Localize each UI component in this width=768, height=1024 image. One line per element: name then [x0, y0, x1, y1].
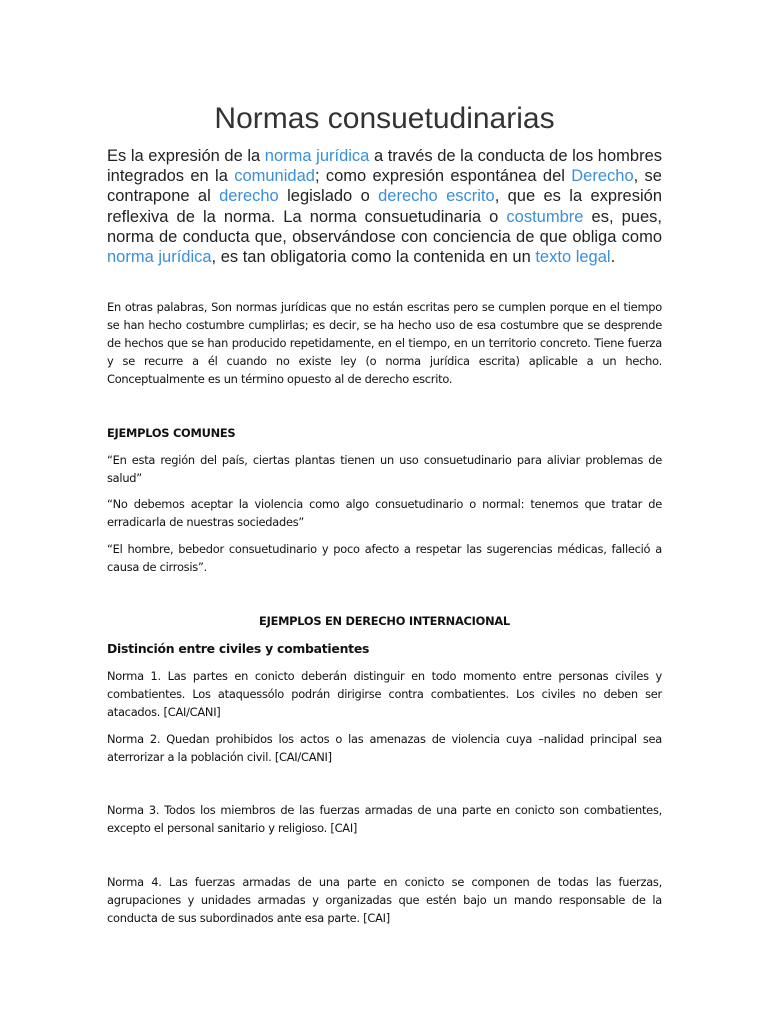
link-derecho[interactable]: derecho: [219, 187, 279, 206]
intro-text: .: [610, 248, 616, 267]
link-derecho-escrito[interactable]: derecho escrito: [378, 187, 495, 206]
intro-text: ; como expresión espontánea del: [314, 167, 572, 186]
intro-text: a través de la conducta de los hombres integrados en la: [107, 147, 662, 186]
intro-text: legislado o: [278, 187, 379, 206]
intro-text: Es la expresión de la: [107, 147, 265, 165]
intro-text: , se contrapone al: [107, 167, 662, 206]
norm-4: Norma 4. Las fuerzas armadas de una parte en conicto se componen de todas las fuerzas, agrupaciones y unidades armadas y organizadas que estén bajo un mando responsable de la conducta de sus subordinados ante esa parte. [CAI]: [107, 875, 662, 925]
norm-3: Norma 3. Todos los miembros de las fuerzas armadas de una parte en conicto son combatientes, excepto el personal sanitario y religioso. [CAI]: [107, 803, 662, 835]
intl-examples-heading: EJEMPLOS EN DERECHO INTERNACIONAL: [259, 614, 510, 628]
section-subheading: Distinción entre civiles y combatientes: [107, 641, 370, 656]
intro-text: , es tan obligatoria como la contenida en un: [211, 248, 536, 267]
common-examples-heading: EJEMPLOS COMUNES: [107, 426, 236, 440]
definition-paragraph: En otras palabras, Son normas jurídicas que no están escritas pero se cumplen porque en el tiempo se han hecho costumbre cumplirlas; es decir, se ha hecho uso de esa costumbre que se desprende de hechos que se han producido repetidamente, en el tiempo, en un territorio concreto. Tiene fuerza y se recurre a él cuando no existe ley (o norma jurídica escrita) aplicable a un hecho. Conceptualmente es un término opuesto al de derecho escrito.: [107, 300, 662, 386]
norm-2: Norma 2. Quedan prohibidos los actos o las amenazas de violencia cuya –nalidad principal sea aterrorizar a la población civil. [CAI/CANI]: [107, 732, 662, 764]
common-example-3: “El hombre, bebedor consuetudinario y poco afecto a respetar las sugerencias médicas, falleció a causa de cirrosis”.: [107, 542, 662, 574]
page-title: Normas consuetudinarias: [214, 102, 555, 135]
link-norma-juridica[interactable]: norma jurídica: [264, 147, 370, 165]
link-norma-juridica-2[interactable]: norma jurídica: [107, 248, 212, 267]
intro-text: es, pues, norma de conducta que, observándose con conciencia de que obliga como: [107, 207, 662, 246]
intro-text: , que es la expresión reflexiva de la norma. La norma consuetudinaria o: [107, 187, 663, 226]
common-example-1: “En esta región del país, ciertas plantas tienen un uso consuetudinario para aliviar problemas de salud”: [107, 453, 662, 485]
intro-paragraph: [107, 146, 662, 267]
link-texto-legal[interactable]: texto legal: [535, 248, 611, 267]
link-costumbre[interactable]: costumbre: [506, 207, 584, 226]
common-example-2: “No debemos aceptar la violencia como algo consuetudinario o normal: tenemos que tratar de erradicarla de nuestras sociedades”: [107, 497, 662, 529]
norm-1: Norma 1. Las partes en conicto deberán distinguir en todo momento entre personas civiles y combatientes. Los ataquessólo podrán dirigirse contra combatientes. Los civiles no deben ser atacados. [CAI/CANI]: [107, 669, 662, 719]
link-derecho-capital[interactable]: Derecho: [571, 167, 634, 186]
link-comunidad[interactable]: comunidad: [234, 167, 315, 186]
